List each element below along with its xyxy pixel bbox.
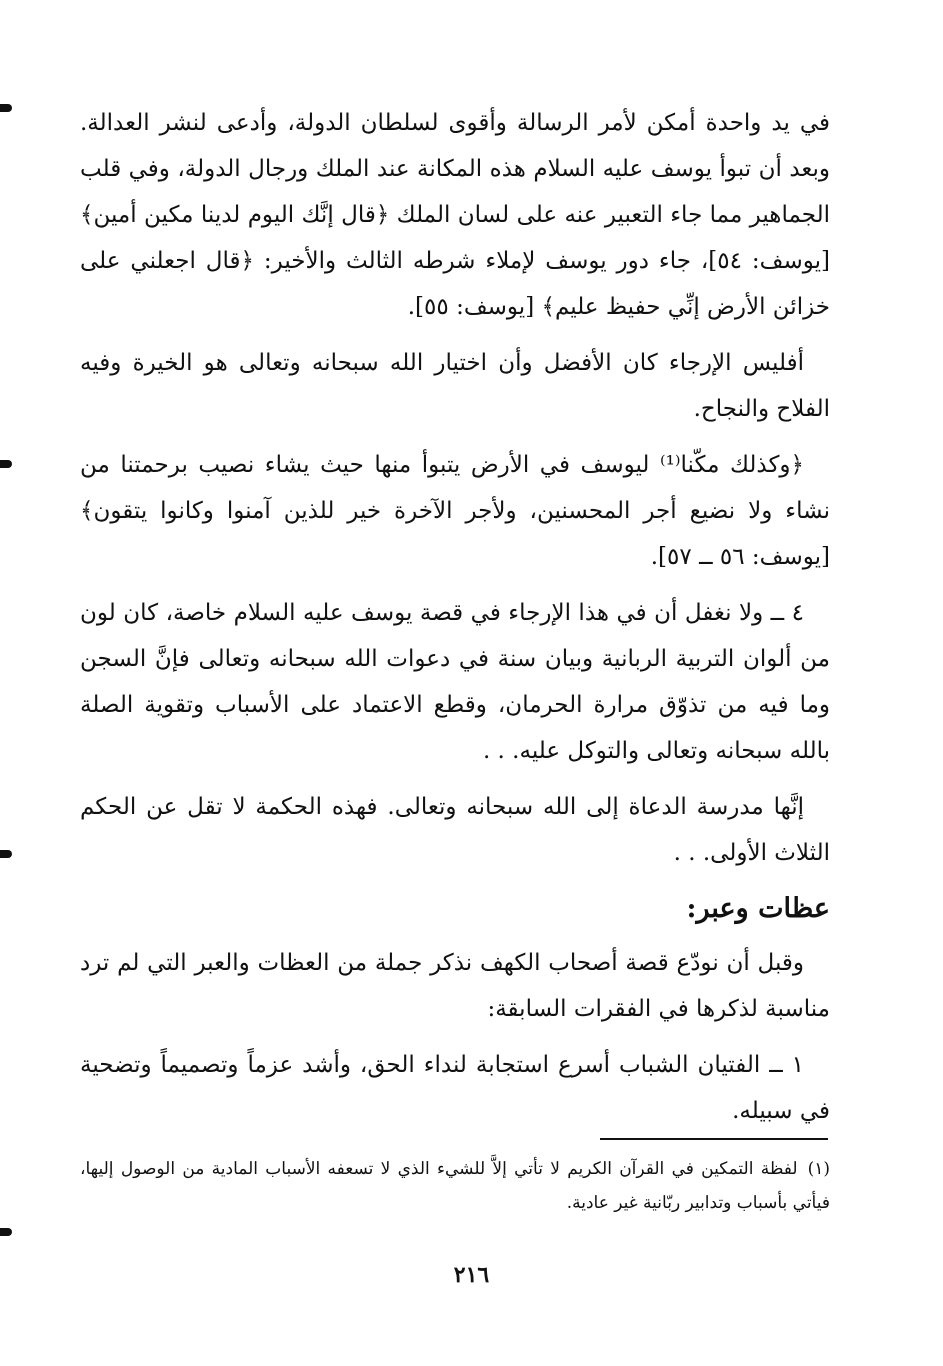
page-number: ٢١٦ [453, 1262, 490, 1288]
paragraph-5: إنَّها مدرسة الدعاة إلى الله سبحانه وتعالى. فهذه الحكمة لا تقل عن الحكم الثلاث الأولى. . . [80, 794, 830, 866]
binding-mark-4 [0, 1228, 12, 1236]
paragraph-2: أفليس الإرجاء كان الأفضل وأن اختيار الله سبحانه وتعالى هو الخيرة وفيه الفلاح والنجاح. [80, 350, 830, 422]
section-heading: عظات وعبر: [686, 893, 830, 924]
paragraph-7: ١ ــ الفتيان الشباب أسرع استجابة لنداء الحق، وأشد عزماً وتصميماً وتضحية في سبيله. [80, 1052, 830, 1124]
paragraph-1: في يد واحدة أمكن لأمر الرسالة وأقوى لسلطان الدولة، وأدعى لنشر العدالة. وبعد أن تبوأ يوسف عليه السلام هذه المكانة عند الملك ورجال الدولة، وفي قلب الجماهير مما جاء التعبير عنه على لسان الملك ﴿قال إنَّك اليوم لدينا مكين أمين﴾ [يوسف: ٥٤]، جاء دور يوسف لإملاء شرطه الثالث والأخير: ﴿قال اجعلني على خزائن الأرض إنِّي حفيظ عليم﴾ [يوسف: ٥٥]. [80, 110, 831, 320]
footnote [80, 1152, 830, 1220]
footnote-text: لفظة التمكين في القرآن الكريم لا تأتي إلاَّ للشيء الذي لا تسعفه الأسباب المادية من الوصول إليها، فيأتي بأسباب وتدابير ربّانية غير عادية. [80, 1159, 830, 1213]
footnote-number: (١) [807, 1159, 830, 1179]
main-text [80, 100, 830, 1144]
footnote-divider [600, 1138, 828, 1140]
paragraph-3-quran-quote: ﴿وكذلك مكّنا⁽¹⁾ ليوسف في الأرض يتبوأ منها حيث يشاء نصيب برحمتنا من نشاء ولا نضيع أجر المحسنين، ولأجر الآخرة خير للذين آمنوا وكانوا يتقون﴾ [يوسف: ٥٦ ــ ٥٧]. [80, 452, 830, 570]
binding-mark-3 [0, 850, 12, 858]
binding-mark-1 [0, 104, 12, 112]
paragraph-4: ٤ ــ ولا نغفل أن في هذا الإرجاء في قصة يوسف عليه السلام خاصة، كان لون من ألوان التربية الربانية وبيان سنة في دعوات الله سبحانه وتعالى فإنَّ السجن وما فيه من تذوّق مرارة الحرمان، وقطع الاعتماد على الأسباب وتقوية الصلة بالله سبحانه وتعالى والتوكل عليه. . . [80, 600, 830, 764]
binding-mark-2 [0, 460, 12, 468]
paragraph-6: وقبل أن نودّع قصة أصحاب الكهف نذكر جملة من العظات والعبر التي لم ترد مناسبة لذكرها في الفقرات السابقة: [80, 950, 830, 1022]
